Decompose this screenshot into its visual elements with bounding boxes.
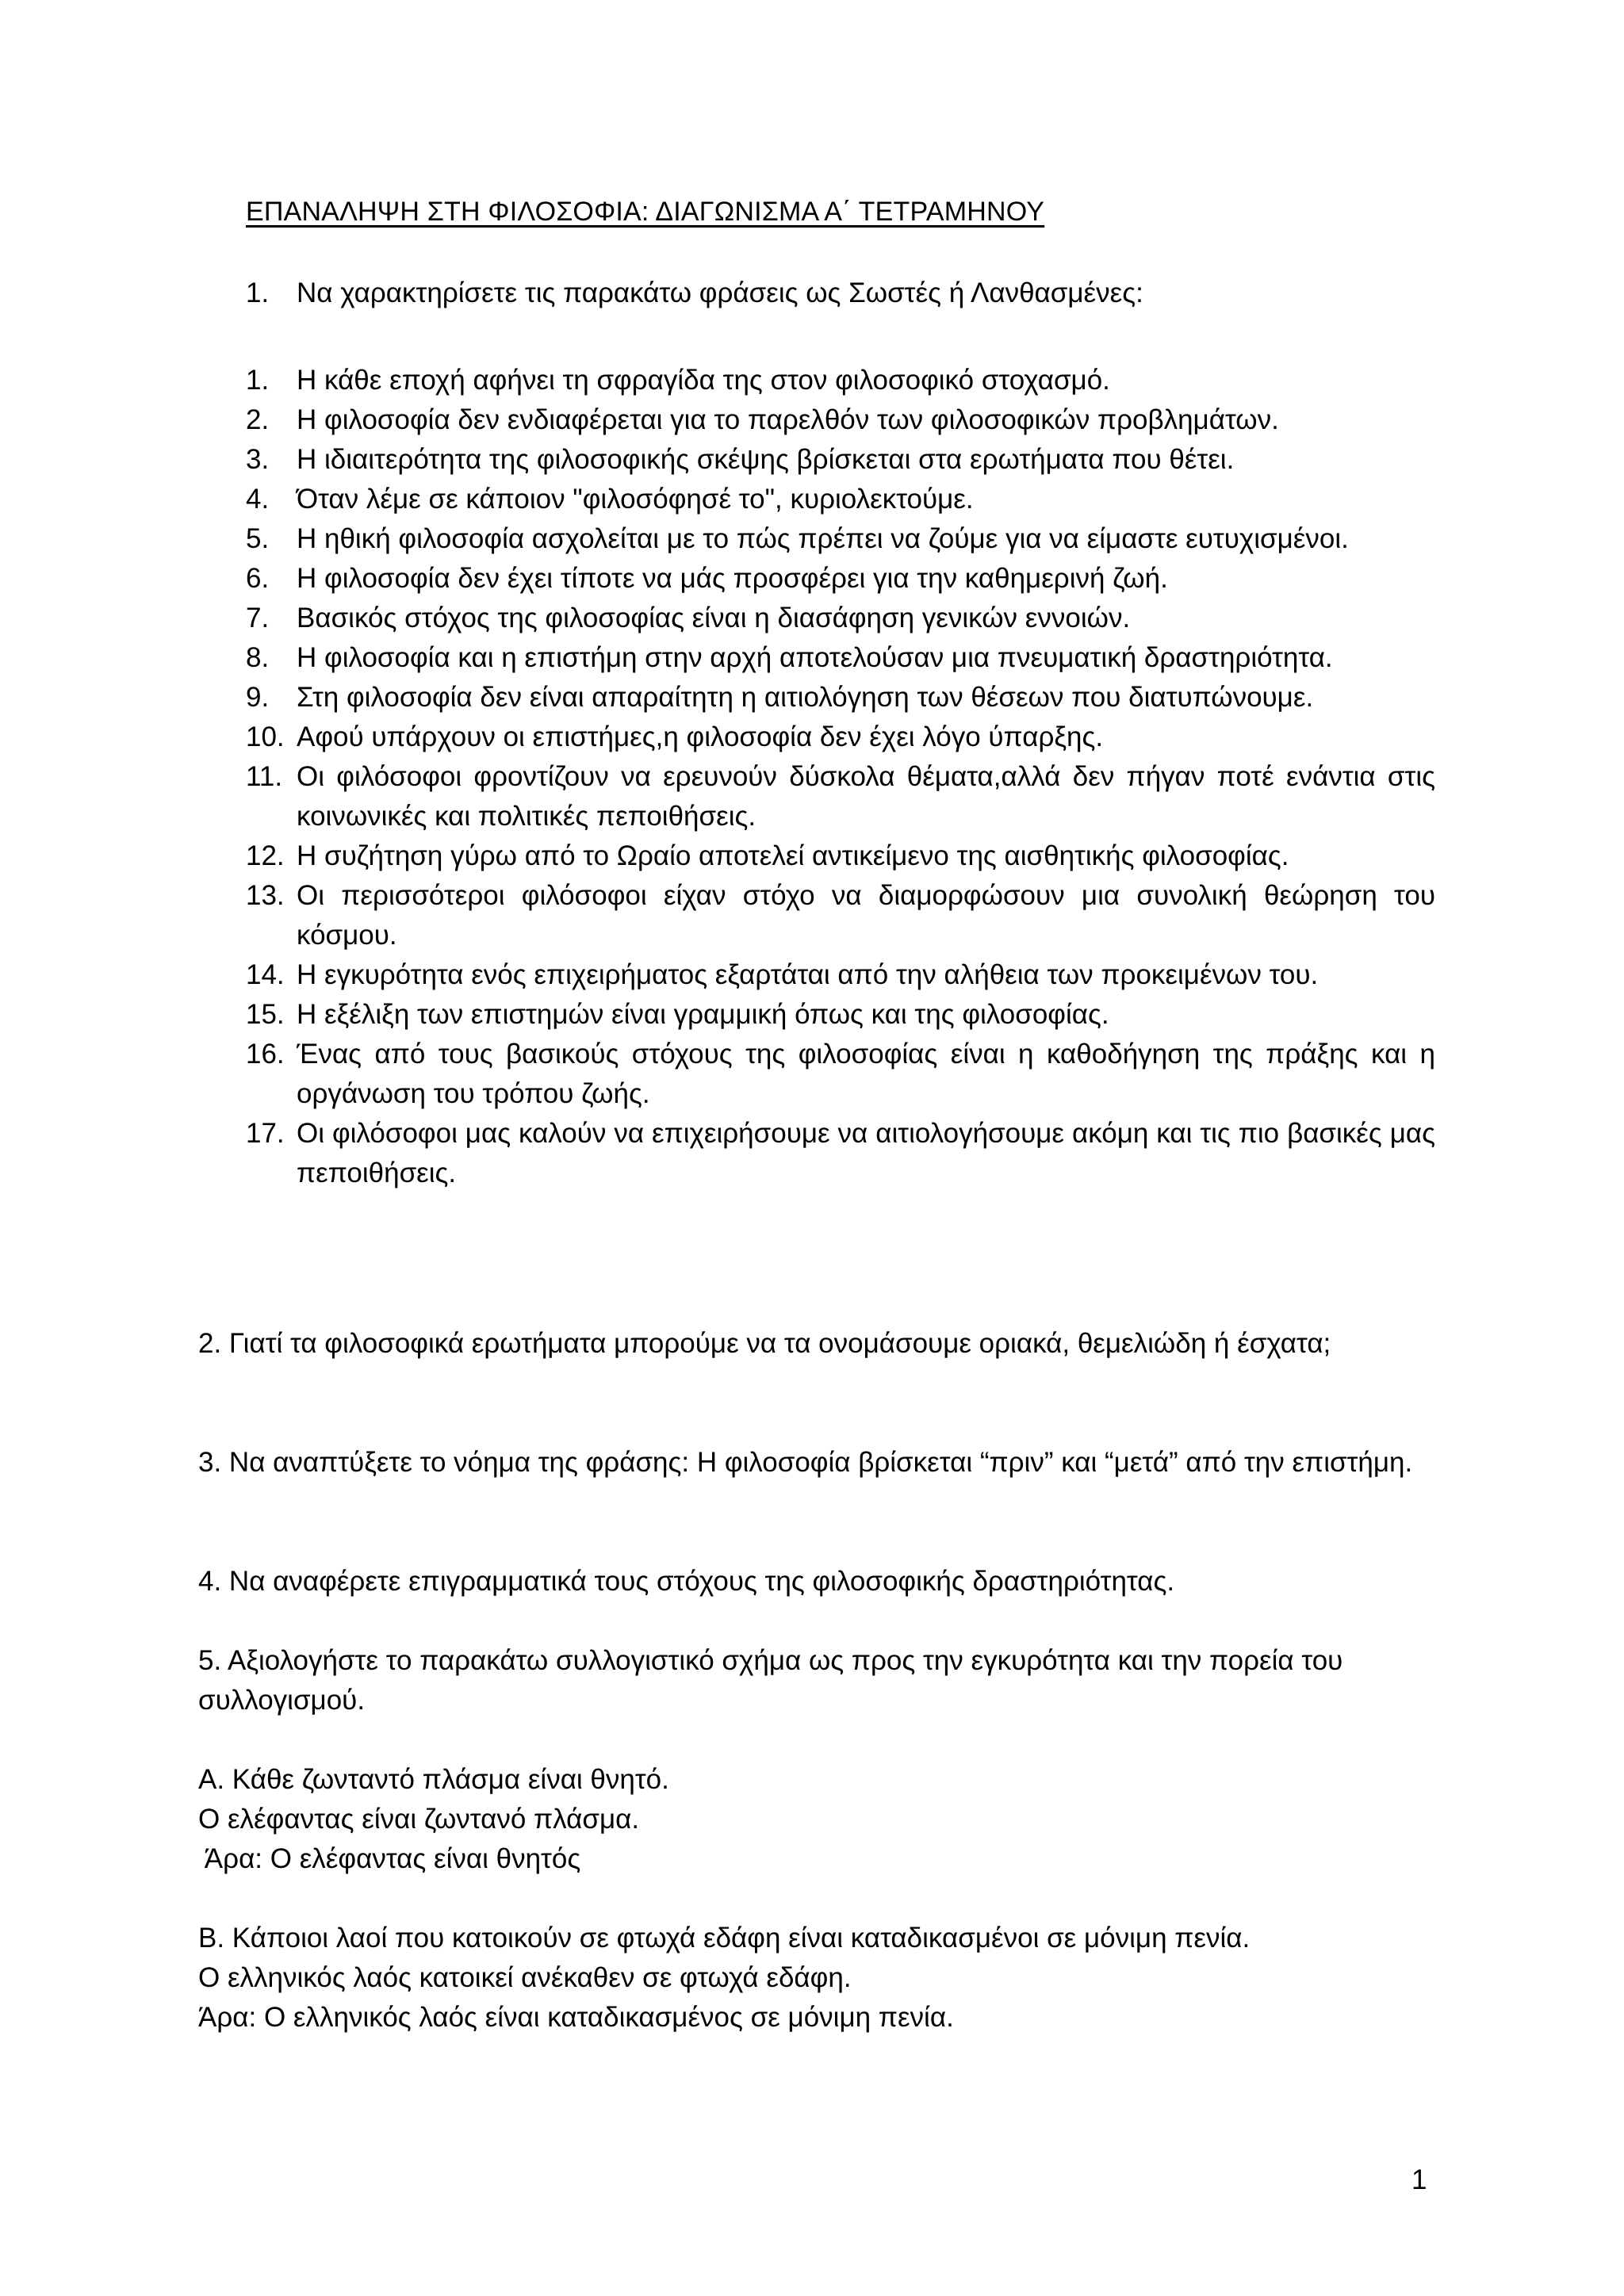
statement-text: Η ιδιαιτερότητα της φιλοσοφικής σκέψης βρίσκεται στα ερωτήματα που θέτει. — [297, 444, 1235, 475]
statement-item — [246, 757, 1435, 836]
statement-number: 8. — [246, 642, 270, 673]
statement-text: Οι φιλόσοφοι μας καλούν να επιχειρήσουμε να αιτιολογήσουμε ακόμη και τις πιο βασικές μας πεποιθήσεις. — [297, 1118, 1435, 1188]
statement-number: 13. — [246, 880, 285, 911]
question-1-heading — [246, 277, 1143, 309]
statement-text: Η ηθική φιλοσοφία ασχολείται με το πώς πρέπει να ζούμε για να είμαστε ευτυχισμένοι. — [297, 523, 1349, 554]
syllogism-b — [198, 1919, 1435, 2038]
statement-item — [246, 678, 1435, 718]
statement-text: Η φιλοσοφία δεν έχει τίποτε να μάς προσφέρει για την καθημερινή ζωή. — [297, 563, 1168, 594]
statement-item — [246, 836, 1435, 876]
statement-text: Οι περισσότεροι φιλόσοφοι είχαν στόχο να διαμορφώσουν μια συνολική θεώρηση του κόσμου. — [297, 880, 1435, 951]
question-1-number: 1. — [246, 277, 270, 308]
statement-number: 16. — [246, 1039, 285, 1070]
statement-item — [246, 1035, 1435, 1114]
statement-number: 9. — [246, 682, 270, 713]
statement-text: Η εγκυρότητα ενός επιχειρήματος εξαρτάται από την αλήθεια των προκειμένων του. — [297, 959, 1319, 990]
true-false-list — [246, 361, 1435, 1193]
question-2: 2. Γιατί τα φιλοσοφικά ερωτήματα μπορούμε να τα ονομάσουμε οριακά, θεμελιώδη ή έσχατα; — [198, 1328, 1331, 1359]
syllogism-a-line: Άρα: Ο ελέφαντας είναι θνητός — [198, 1843, 581, 1874]
question-5: 5. Αξιολογήστε το παρακάτω συλλογιστικό σχήμα ως προς την εγκυρότητα και την πορεία του συλλογισμού. — [198, 1645, 1343, 1716]
statement-item — [246, 519, 1435, 559]
statement-text: Η φιλοσοφία και η επιστήμη στην αρχή αποτελούσαν μια πνευματική δραστηριότητα. — [297, 642, 1333, 673]
statement-text: Η εξέλιξη των επιστημών είναι γραμμική όπως και της φιλοσοφίας. — [297, 999, 1109, 1030]
page-number: 1 — [1411, 2164, 1427, 2195]
statement-number: 17. — [246, 1118, 285, 1149]
statement-text: Στη φιλοσοφία δεν είναι απαραίτητη η αιτιολόγηση των θέσεων που διατυπώνουμε. — [297, 682, 1314, 713]
question-1-text: Να χαρακτηρίσετε τις παρακάτω φράσεις ως Σωστές ή Λανθασμένες: — [297, 277, 1143, 308]
syllogism-b-line: Άρα: Ο ελληνικός λαός είναι καταδικασμένος σε μόνιμη πενία. — [198, 2002, 954, 2033]
statement-number: 14. — [246, 959, 285, 990]
statement-item — [246, 480, 1435, 519]
statement-number: 7. — [246, 603, 270, 633]
syllogism-a — [198, 1760, 1435, 1879]
statement-number: 11. — [246, 761, 283, 792]
statement-item — [246, 361, 1435, 400]
statement-text: Οι φιλόσοφοι φροντίζουν να ερευνούν δύσκολα θέματα,αλλά δεν πήγαν ποτέ ενάντια στις κοινωνικές και πολιτικές πεποιθήσεις. — [297, 761, 1435, 832]
syllogism-a-line: Α. Κάθε ζωνταντό πλάσμα είναι θνητό. — [198, 1764, 669, 1795]
statement-number: 10. — [246, 721, 285, 752]
statement-text: Βασικός στόχος της φιλοσοφίας είναι η διασάφηση γενικών εννοιών. — [297, 603, 1131, 633]
statement-text: Η φιλοσοφία δεν ενδιαφέρεται για το παρελθόν των φιλοσοφικών προβλημάτων. — [297, 404, 1279, 435]
statement-item — [246, 955, 1435, 995]
statement-item — [246, 599, 1435, 638]
document-title: ΕΠΑΝΑΛΗΨΗ ΣΤΗ ΦΙΛΟΣΟΦΙΑ: ΔΙΑΓΩΝΙΣΜΑ Α΄ ΤΕΤΡΑΜΗΝΟΥ — [246, 197, 1045, 227]
statement-text: Η κάθε εποχή αφήνει τη σφραγίδα της στον φιλοσοφικό στοχασμό. — [297, 365, 1110, 396]
statement-number: 12. — [246, 840, 285, 871]
statement-text: Ένας από τους βασικούς στόχους της φιλοσοφίας είναι η καθοδήγηση της πράξης και η οργάνωση του τρόπου ζωής. — [297, 1039, 1435, 1109]
syllogism-b-line: Ο ελληνικός λαός κατοικεί ανέκαθεν σε φτωχά εδάφη. — [198, 1962, 852, 1993]
statement-item — [246, 718, 1435, 757]
statement-number: 1. — [246, 365, 270, 396]
syllogism-a-line: Ο ελέφαντας είναι ζωντανό πλάσμα. — [198, 1804, 640, 1835]
statement-text: Η συζήτηση γύρω από το Ωραίο αποτελεί αντικείμενο της αισθητικής φιλοσοφίας. — [297, 840, 1289, 871]
statement-text: Όταν λέμε σε κάποιον "φιλοσόφησέ το", κυριολεκτούμε. — [297, 484, 974, 515]
statement-item — [246, 400, 1435, 440]
statement-item — [246, 995, 1435, 1035]
statement-item — [246, 1114, 1435, 1193]
syllogism-b-line: Β. Κάποιοι λαοί που κατοικούν σε φτωχά εδάφη είναι καταδικασμένοι σε μόνιμη πενία. — [198, 1923, 1251, 1954]
statement-item — [246, 440, 1435, 480]
statement-text: Αφού υπάρχουν οι επιστήμες,η φιλοσοφία δεν έχει λόγο ύπαρξης. — [297, 721, 1104, 752]
statement-number: 15. — [246, 999, 285, 1030]
question-4: 4. Να αναφέρετε επιγραμματικά τους στόχους της φιλοσοφικής δραστηριότητας. — [198, 1566, 1175, 1597]
statement-number: 5. — [246, 523, 270, 554]
question-3: 3. Να αναπτύξετε το νόημα της φράσης: Η φιλοσοφία βρίσκεται “πριν” και “μετά” από την επιστήμη. — [198, 1447, 1413, 1478]
statement-item — [246, 638, 1435, 678]
statement-item — [246, 559, 1435, 599]
statement-number: 3. — [246, 444, 270, 475]
statement-item — [246, 876, 1435, 955]
statement-number: 4. — [246, 484, 270, 515]
statement-number: 6. — [246, 563, 270, 594]
statement-number: 2. — [246, 404, 270, 435]
